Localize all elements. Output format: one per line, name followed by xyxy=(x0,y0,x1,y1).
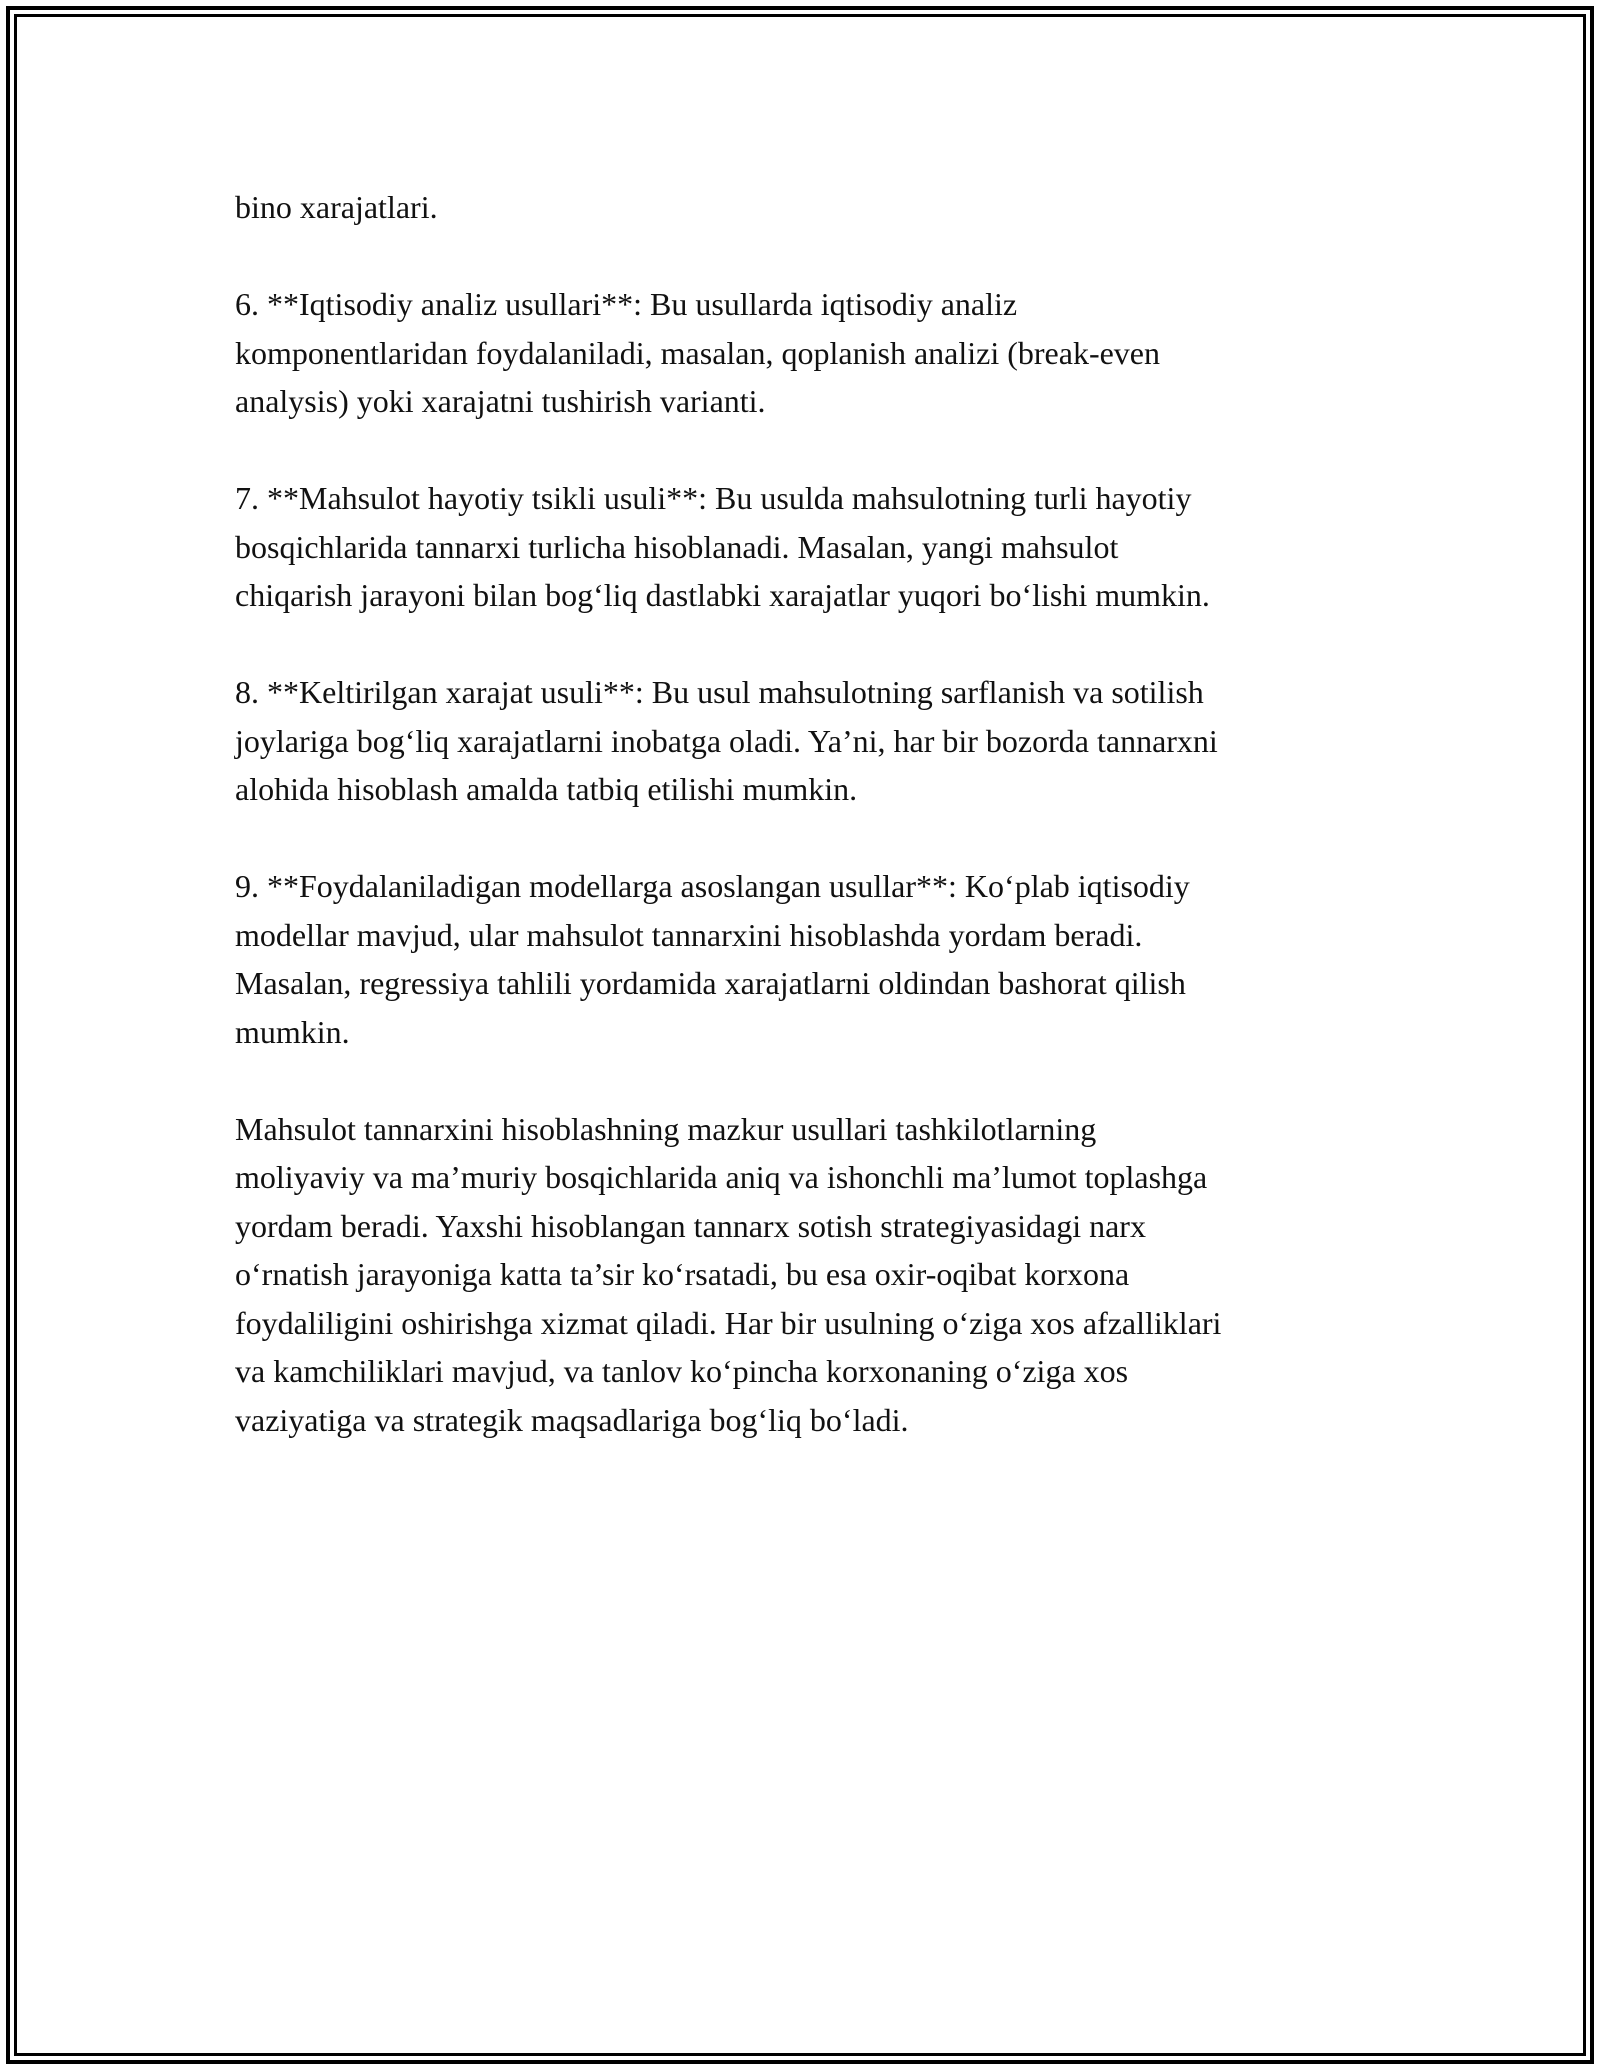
paragraph-item-9: 9. **Foydalaniladigan modellarga asoslangan usullar**: Ko‘plab iqtisodiy modellar mavjud, ular mahsulot tannarxini hisoblashda yordam beradi. Masalan, regressiya tahlili yordamida xarajatlarni oldindan bashorat qilish mumkin. xyxy=(235,868,1190,1050)
document-body xyxy=(235,183,1385,1444)
paragraph-item-6: 6. **Iqtisodiy analiz usullari**: Bu usullarda iqtisodiy analiz komponentlaridan foydalaniladi, masalan, qoplanish analizi (break-even analysis) yoki xarajatni tushirish varianti. xyxy=(235,286,1160,419)
paragraph-continuation: bino xarajatlari. xyxy=(235,189,438,225)
paragraph-item-8: 8. **Keltirilgan xarajat usuli**: Bu usul mahsulotning sarflanish va sotilish joylariga bog‘liq xarajatlarni inobatga oladi. Ya’ni, har bir bozorda tannarxni alohida hisoblash amalda tatbiq etilishi mumkin. xyxy=(235,674,1218,807)
paragraph-item-7: 7. **Mahsulot hayotiy tsikli usuli**: Bu usulda mahsulotning turli hayotiy bosqichlarida tannarxi turlicha hisoblanadi. Masalan, yangi mahsulot chiqarish jarayoni bilan bog‘liq dastlabki xarajatlar yuqori bo‘lishi mumkin. xyxy=(235,480,1210,613)
paragraph-conclusion: Mahsulot tannarxini hisoblashning mazkur usullari tashkilotlarning moliyaviy va ma’muriy bosqichlarida aniq va ishonchli ma’lumot toplashga yordam beradi. Yaxshi hisoblangan tannarx sotish strategiyasidagi narx o‘rnatish jarayoniga katta ta’sir ko‘rsatadi, bu esa oxir-oqibat korxona foydaliligini oshirishga xizmat qiladi. Har bir usulning o‘ziga xos afzalliklari va kamchiliklari mavjud, va tanlov ko‘pincha korxonaning o‘ziga xos vaziyatiga va strategik maqsadlariga bog‘liq bo‘ladi. xyxy=(235,1110,1222,1438)
